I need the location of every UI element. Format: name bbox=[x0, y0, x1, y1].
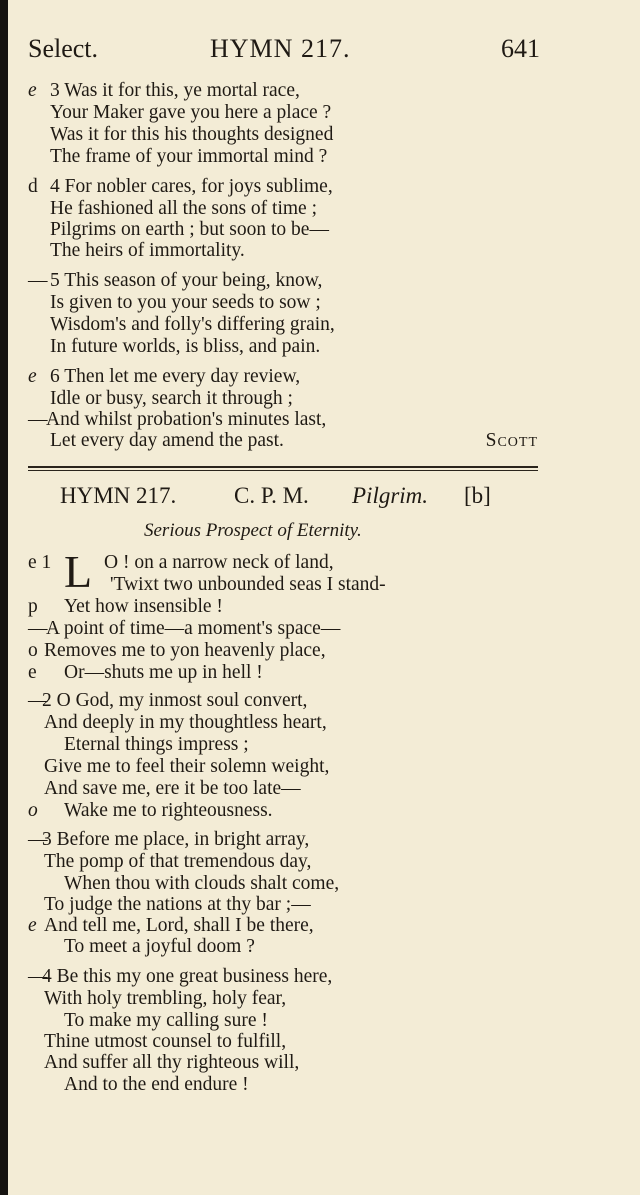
verse-line bbox=[28, 124, 568, 146]
verse-text: Thine utmost counsel to fulfill, bbox=[44, 1031, 287, 1052]
verse-text: 4 Be this my one great business here, bbox=[42, 966, 333, 987]
verse-line bbox=[28, 640, 568, 662]
verse-line bbox=[28, 336, 568, 358]
verse-text: 2 O God, my inmost soul convert, bbox=[42, 690, 308, 711]
verse-line bbox=[28, 366, 568, 388]
verse-line bbox=[28, 552, 568, 574]
verse-line bbox=[28, 800, 568, 822]
verse-text: To meet a joyful doom ? bbox=[64, 936, 255, 957]
verse-text: In future worlds, is bliss, and pain. bbox=[50, 336, 321, 357]
verse-line bbox=[28, 915, 568, 937]
verse-text: And whilst probation's minutes last, bbox=[46, 409, 327, 430]
dynamic-mark: e bbox=[28, 80, 37, 101]
verse-text: Was it for this his thoughts designed bbox=[50, 124, 334, 145]
verse-text: Idle or busy, search it through ; bbox=[50, 388, 293, 409]
verse-text: Your Maker gave you here a place ? bbox=[50, 102, 332, 123]
verse-line bbox=[28, 314, 568, 336]
dynamic-mark: e bbox=[28, 662, 37, 683]
verse-text: And save me, ere it be too late— bbox=[44, 778, 301, 799]
page-number: 641 bbox=[501, 34, 540, 63]
verse-text: And deeply in my thoughtless heart, bbox=[44, 712, 327, 733]
verse-line bbox=[28, 662, 568, 684]
verse-text: When thou with clouds shalt come, bbox=[64, 873, 340, 894]
hymn-number: HYMN 217. bbox=[60, 483, 177, 508]
verse-line bbox=[28, 219, 568, 241]
hymn-meter: C. P. M. bbox=[234, 483, 309, 508]
hymnal-page bbox=[28, 0, 568, 1195]
verse-line bbox=[28, 596, 568, 618]
dynamic-mark: — bbox=[28, 829, 48, 850]
verse-text: With holy trembling, holy fear, bbox=[44, 988, 287, 1009]
dynamic-mark: — bbox=[28, 618, 48, 639]
dynamic-mark: — bbox=[28, 690, 48, 711]
verse-text: Give me to feel their solemn weight, bbox=[44, 756, 330, 777]
verse-text: O ! on a narrow neck of land, bbox=[104, 552, 334, 573]
verse-line bbox=[28, 430, 568, 452]
verse-line bbox=[28, 1074, 568, 1096]
verse-line bbox=[28, 240, 568, 262]
verse-line bbox=[28, 409, 568, 431]
verse-line bbox=[28, 292, 568, 314]
verse-line bbox=[28, 1052, 568, 1074]
verse-line bbox=[28, 102, 568, 124]
dynamic-mark: e 1 bbox=[28, 552, 52, 573]
verse-text: Wake me to righteousness. bbox=[64, 800, 273, 821]
hymn-tune-name: Pilgrim. bbox=[352, 483, 429, 508]
verse-text: To make my calling sure ! bbox=[64, 1010, 268, 1031]
dynamic-mark: o bbox=[28, 800, 38, 821]
verse-text: Wisdom's and folly's differing grain, bbox=[50, 314, 335, 335]
dynamic-mark: — bbox=[28, 409, 48, 430]
verse-line bbox=[28, 734, 568, 756]
verse-line bbox=[28, 80, 568, 102]
verse-text: The pomp of that tremendous day, bbox=[44, 851, 312, 872]
verse-text: And suffer all thy righteous will, bbox=[44, 1052, 300, 1073]
verse-line bbox=[28, 778, 568, 800]
verse-text: 3 Before me place, in bright array, bbox=[42, 829, 310, 850]
drop-cap-letter: L bbox=[64, 546, 93, 597]
verse-text: Let every day amend the past. bbox=[50, 430, 284, 451]
dynamic-mark: e bbox=[28, 915, 37, 936]
verse-text: Removes me to yon heavenly place, bbox=[44, 640, 326, 661]
verse-line bbox=[28, 851, 568, 873]
verse-line bbox=[28, 988, 568, 1010]
dynamic-mark: d bbox=[28, 176, 38, 197]
verse-text: Or—shuts me up in hell ! bbox=[64, 662, 263, 683]
verse-line bbox=[28, 966, 568, 988]
verse-text: 5 This season of your being, know, bbox=[50, 270, 323, 291]
verse-line bbox=[28, 756, 568, 778]
hymn-subtitle: Serious Prospect of Eternity. bbox=[144, 520, 362, 541]
verse-text: 6 Then let me every day review, bbox=[50, 366, 301, 387]
verse-text: The heirs of immortality. bbox=[50, 240, 245, 261]
header-section-label: Select. bbox=[28, 34, 99, 63]
running-header bbox=[28, 34, 540, 70]
dynamic-mark: p bbox=[28, 596, 38, 617]
verse-line bbox=[28, 1031, 568, 1053]
verse-text: Is given to you your seeds to sow ; bbox=[50, 292, 321, 313]
verse-text: Eternal things impress ; bbox=[64, 734, 249, 755]
hymn-217-heading bbox=[28, 483, 568, 511]
verse-line bbox=[28, 270, 568, 292]
verse-line bbox=[28, 176, 568, 198]
verse-text: And tell me, Lord, shall I be there, bbox=[44, 915, 314, 936]
verse-text: 4 For nobler cares, for joys sublime, bbox=[50, 176, 333, 197]
verse-line bbox=[28, 936, 568, 958]
verse-line bbox=[28, 146, 568, 168]
verse-line bbox=[28, 618, 568, 640]
author-attribution: Scott bbox=[485, 430, 538, 451]
section-divider-rule bbox=[28, 466, 538, 471]
verse-text: And to the end endure ! bbox=[64, 1074, 249, 1095]
verse-text: The frame of your immortal mind ? bbox=[50, 146, 328, 167]
verse-line bbox=[28, 690, 568, 712]
header-hymn-title: HYMN 217. bbox=[210, 34, 351, 63]
dynamic-mark: — bbox=[28, 270, 48, 291]
verse-text: 3 Was it for this, ye mortal race, bbox=[50, 80, 300, 101]
verse-text: To judge the nations at thy bar ;— bbox=[44, 894, 311, 915]
verse-text: Pilgrims on earth ; but soon to be— bbox=[50, 219, 329, 240]
verse-line bbox=[28, 198, 568, 220]
verse-text: He fashioned all the sons of time ; bbox=[50, 198, 317, 219]
verse-text: 'Twixt two unbounded seas I stand- bbox=[110, 574, 386, 595]
verse-line bbox=[28, 894, 568, 916]
dynamic-mark: o bbox=[28, 640, 38, 661]
verse-line bbox=[28, 873, 568, 895]
verse-text: Yet how insensible ! bbox=[64, 596, 223, 617]
verse-text: A point of time—a moment's space— bbox=[46, 618, 341, 639]
verse-line bbox=[28, 574, 568, 596]
verse-line bbox=[28, 388, 568, 410]
verse-line bbox=[28, 712, 568, 734]
book-spine-edge bbox=[0, 0, 8, 1195]
hymn-key: [b] bbox=[464, 483, 491, 508]
verse-line bbox=[28, 1010, 568, 1032]
verse-line bbox=[28, 829, 568, 851]
dynamic-mark: — bbox=[28, 966, 48, 987]
dynamic-mark: e bbox=[28, 366, 37, 387]
